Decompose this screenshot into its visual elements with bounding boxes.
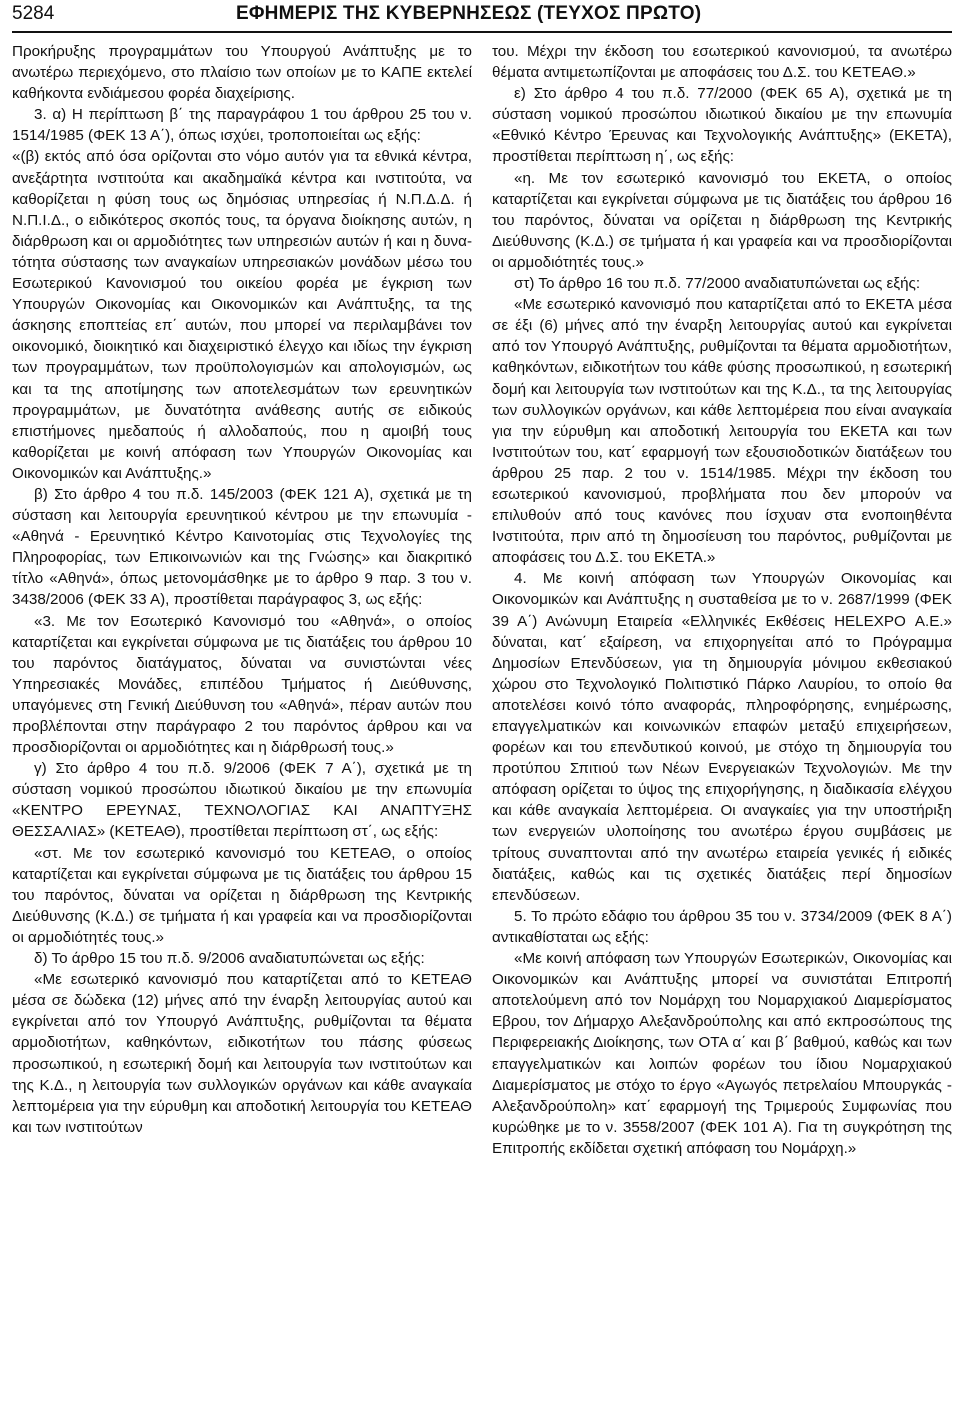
paragraph: ε) Στο άρθρο 4 του π.δ. 77/2000 (ΦΕΚ 65 Α), σχετικά με τη σύσταση νομικού προσώπου ιδιωτικού δικαίου με την επωνυμία «Εθνικό Κέντρο Έρευνας και Τεχνολογικής Ανάπτυξης» (ΕΚΕΤΑ), προστίθεται περίπτωση η΄, ως εξής: — [492, 85, 952, 166]
paragraph: Προκήρυξης προγραμμάτων του Υπουργού Ανάπτυξης με το ανωτέρω περιεχόμενο, στο πλαίσιο των οποίων με το ΚΑΠΕ εκτελεί καθήκοντα ενδιάμεσου φορέα διαχείρισης. — [12, 43, 472, 103]
paragraph: «Με εσωτερικό κανονισμό που καταρτίζεται από το ΕΚΕΤΑ μέσα σε έξι (6) μήνες από την έναρξη λειτουργίας αυτού και εγκρίνεται από τον Υπουργό Ανάπτυξης, ρυθμίζονται τα θέματα αρμοδιοτήτων, καθηκόντων, ειδικοτήτων του κάθε φύσης προσωπικού, η εσωτερική δομή και λειτουργία των ινστιτούτων και της Κ.Δ., τα της λειτουργίας των συλλογικών οργάνων, και κάθε λεπτομέρεια που είναι αναγκαία για την εύρυθμη και αποδοτική λειτουργία του ΕΚΕΤΑ και των Ινστιτούτων του, κατ΄ εφαρμογή των εξουσιοδοτικών διατάξεων του άρθρου 25 παρ. 2 του ν. 1514/1985. Μέχρι την έκδοση του εσωτερικού κανονισμού, προβλήματα που δεν μπορούν να επιλυθούν από τους κανόνες που ίσχυαν στα ενοποιηθέντα Ινστιτούτα, πριν από τη δημοσίευση του παρόντος, ρυθμίζονται με αποφάσεις του Δ.Σ. του ΕΚΕΤΑ.» — [492, 296, 952, 567]
paragraph: του. Μέχρι την έκδοση του εσωτερικού κανονισμού, τα ανωτέρω θέματα αντιμετωπίζονται με αποφάσεις του Δ.Σ. του ΚΕΤΕΑΘ.» — [492, 43, 952, 82]
header-rule — [12, 31, 952, 33]
paragraph: 5. Το πρώτο εδάφιο του άρθρου 35 του ν. 3734/2009 (ΦΕΚ 8 Α΄) αντικαθίσταται ως εξής: — [492, 907, 952, 946]
paragraph: «Με εσωτερικό κανονισμό που καταρτίζεται από το ΚΕΤΕΑΘ μέσα σε δώδεκα (12) μήνες από την έναρξη λειτουργίας αυτού και εγκρίνεται από τον Υπουργό Ανάπτυξης, ρυθμίζονται τα θέματα αρμοδιοτήτων, καθηκόντων, ειδικοτήτων του πάσης φύσεως προσωπικού, η εσωτερική δομή και λειτουργία των ινστιτούτων και της Κ.Δ., η λειτουργία των συλλογικών οργάνων και κάθε αναγκαία λεπτομέρεια για την εύρυθμη και αποδοτική λειτουργία του ΚΕΤΕΑΘ και των ινστιτούτων — [12, 971, 472, 1136]
paragraph: «(β) εκτός από όσα ορίζονται στο νόμο αυτόν για τα εθνικά κέντρα, ανεξάρτητα ινστιτούτα και ακαδημαϊκά κέντρα και ινστιτούτα, να καθορίζεται η φύση τους ως δημόσιας υπηρεσίας ή Ν.Π.Δ.Δ. ή Ν.Π.Ι.Δ., ο ειδικότερος σκοπός τους, τα όργανα διοίκησης αυτών, η διάρθρωση και οι αρμοδιότητες των υπηρεσιών αυτών ή και η δυνατότητα σύστασης των αναγκαίων υπηρεσιακών μονάδων μέσω του Εσωτερικού Κανονισμού του οικείου φορέα με έγκριση των Υπουργών Οικονομίας και Οικονομικών και Ανάπτυξης, τα της άσκησης εποπτείας επ΄ αυτών, που μπορεί να περιλαμβάνει τον οικονομικό, διοικητικό και διαχειριστικό έλεγχο και ιδίως την έγκριση των προγραμμάτων, των προϋπολογισμών και απολογισμών, ως και τα της αποτίμησης των αποτελεσμάτων των ερευνητικών προγραμμάτων, με δυνατότητα ανάθεσης αυτής σε ειδικούς επιστήμονες ημεδαπούς ή αλλοδαπούς, που η αμοιβή τους καθορίζεται με κοινή απόφαση των Υπουργών Οικονομίας και Οικονομικών και Ανάπτυξης.» — [12, 148, 472, 482]
paragraph: 4. Με κοινή απόφαση των Υπουργών Οικονομίας και Οικονομικών και Ανάπτυξης η συσταθείσα με το ν. 2687/1999 (ΦΕΚ 39 Α΄) Ανώνυμη Εταιρεία «Ελληνικές Εκθέσεις HELEXPO Α.Ε.» δύναται, κατ΄ εξαίρεση, να επιχορηγείται από το Πρόγραμμα Δημοσίων Επενδύσεων, για τη δημιουργία μόνιμου εκθεσιακού χώρου στο Τεχνολογικό Πολιτιστικό Πάρκο Λαυρίου, το οποίο θα αποτελέσει κοινό τόπο αναφοράς, πληροφόρησης, ενημέρωσης, επαγγελματικών και κοινωνικών επαφών μεταξύ επιχειρήσεων, φορέων και του επενδυτικού κοινού, με στόχο τη δημιουργία του προτύπου Σπιτιού των Νέων Ενεργειακών Τεχνολογιών. Με την απόφαση ορίζεται το ύψος της επιχορήγησης, η διαδικασία ελέγχου και κάθε αναγκαία λεπτομέρεια. Οι αναγκαίες για την υποστήριξη των ενεργειών υλοποίησης του ανωτέρω έργου συμβάσεις με τρίτους συναπτονται από την ανωτέρω εταιρεία γενικές ή ειδικές διατάξεις, καθώς και τις σχετικές διατάξεις περί δημοσίων επενδύσεων. — [492, 570, 952, 904]
paragraph: 3. α) Η περίπτωση β΄ της παραγράφου 1 του άρθρου 25 του ν. 1514/1985 (ΦΕΚ 13 Α΄), όπως ισχύει, τροποποιείται ως εξής: — [12, 106, 472, 145]
page-header — [0, 0, 960, 32]
paragraph: β) Στο άρθρο 4 του π.δ. 145/2003 (ΦΕΚ 121 Α), σχετικά με τη σύσταση και λειτουργία ερευνητικού κέντρου με την επωνυμία - «Αθηνά - Ερευνητικό Κέντρο Καινοτομίας στις Τεχνολογίες της Πληροφορίας, των Επικοινωνιών και της Γνώσης» και διακριτικό τίτλο «Αθηνά», όπως μετονομάσθηκε με το άρθρο 9 παρ. 3 του ν. 3438/2006 (ΦΕΚ 33 Α), προστίθεται παράγραφος 3, ως εξής: — [12, 485, 472, 609]
paragraph: «στ. Με τον εσωτερικό κανονισμό του ΚΕΤΕΑΘ, ο οποίος καταρτίζεται και εγκρίνεται σύμφωνα με τις διατάξεις του άρθρου 15 του παρόντος, δύναται να ορίζεται η διάρθρωση της Κεντρικής Διεύθυνσης (Κ.Δ.) σε τμήματα ή και γραφεία και να προσδιορίζονται οι αρμοδιότητές τους.» — [12, 844, 472, 946]
paragraph: δ) Το άρθρο 15 του π.δ. 9/2006 αναδιατυπώνεται ως εξής: — [34, 950, 425, 968]
page-number: 5284 — [12, 3, 55, 24]
paragraph: «η. Με τον εσωτερικό κανονισμό του ΕΚΕΤΑ, ο οποίος καταρτίζεται και εγκρίνεται σύμφωνα με τις διατάξεις του άρθρου 16 του παρόντος, δύναται να ορίζεται η διάρθρωση της Κεντρικής Διεύθυνσης (Κ.Δ.) σε τμήματα ή και γραφεία και να προσδιορίζονται οι αρμοδιότητές τους.» — [492, 169, 952, 271]
paragraph: «Με κοινή απόφαση των Υπουργών Εσωτερικών, Οικονομίας και Οικονομικών και Ανάπτυξης μπορεί να συνιστάται Επιτροπή αποτελούμενη από τον Νομάρχη του Νομαρχιακού Διαμερίσματος Εβρου, τον Δήμαρχο Αλεξανδρούπολης και από εκπροσώπους της Περιφερειακής Διοίκησης, των ΟΤΑ α΄ και β΄ βαθμού, καθώς και των επαγγελματικών και λοιπών φορέων του ίδιου Νομαρχιακού Διαμερίσματος με στόχο το έργο «Αγωγός πετρελαίου Μπουργκάς - Αλεξανδρούπολη» κατ΄ εφαρμογή της Τριμερούς Συμφωνίας που κυρώθηκε με το ν. 3558/2007 (ΦΕΚ 101 Α). Για τη συγκρότηση της Επιτροπής εκδίδεται σχετική απόφαση του Νομάρχη.» — [492, 950, 952, 1157]
left-column — [12, 41, 472, 1421]
paragraph: γ) Στο άρθρο 4 του π.δ. 9/2006 (ΦΕΚ 7 Α΄), σχετικά με τη σύσταση νομικού προσώπου ιδιωτικού δικαίου με την επωνυμία «ΚΕΝΤΡΟ ΕΡΕΥΝΑΣ, ΤΕΧΝΟΛΟΓΙΑΣ ΚΑΙ ΑΝΑΠΤΥΞΗΣ ΘΕΣΣΑΛΙΑΣ» (ΚΕΤΕΑΘ), προστίθεται περίπτωση στ΄, ως εξής: — [12, 760, 472, 841]
paragraph: «3. Με τον Εσωτερικό Κανονισμό του «Αθηνά», ο οποίος καταρτίζεται και εγκρίνεται σύμφωνα με τις διατάξεις του άρθρου 10 του παρόντος διατάγματος, δύναται να συνιστώνται νέες Υπηρεσιακές Μονάδες, επιπέδου Τμήματος ή Διεύθυνσης, υπαγόμενες στη Γενική Διεύθυνση του «Αθηνά», πέραν αυτών που προβλέπονται στην παράγραφο 2 του παρόντος άρθρου και να προσδιορίζονται οι αρμοδιότητες και η διάρθρωσή τους.» — [12, 612, 472, 757]
right-column — [492, 41, 952, 1421]
paragraph: στ) Το άρθρο 16 του π.δ. 77/2000 αναδιατυπώνεται ως εξής: — [514, 275, 921, 293]
gazette-title: ΕΦΗΜΕΡΙΣ ΤΗΣ ΚΥΒΕΡΝΗΣΕΩΣ (ΤΕΥΧΟΣ ΠΡΩΤΟ) — [236, 3, 702, 24]
